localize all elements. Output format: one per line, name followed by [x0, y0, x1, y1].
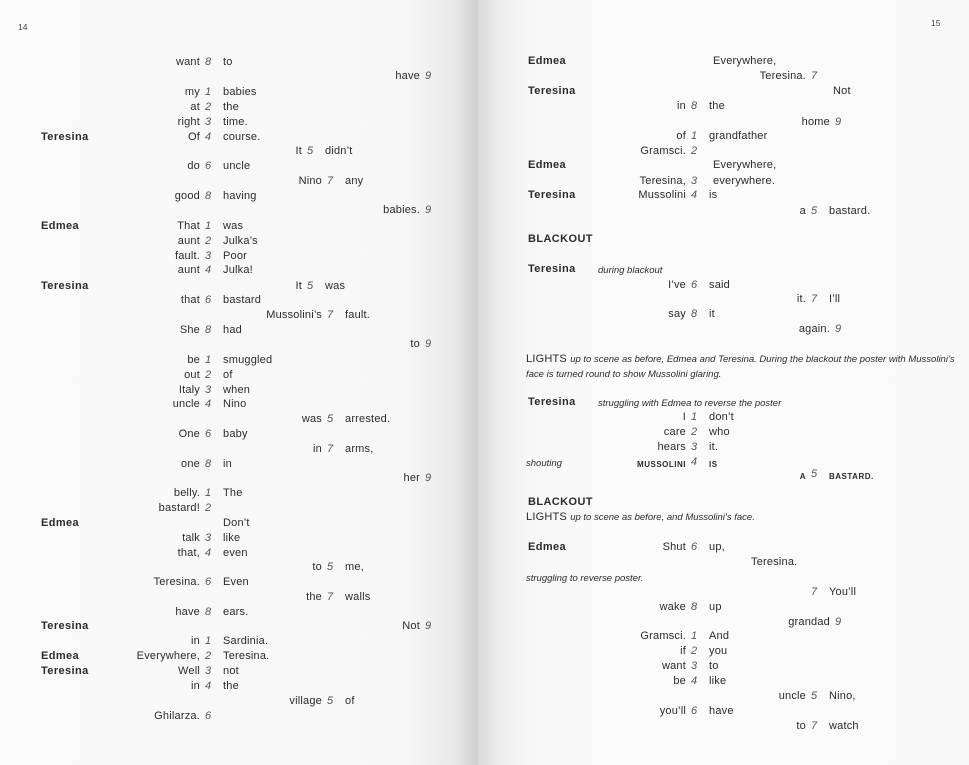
lights-direction	[526, 511, 755, 524]
line-numeral: 4	[205, 680, 212, 692]
line-word-right: Don’t	[223, 517, 250, 529]
line-numeral: 9	[835, 116, 842, 128]
line-word-right: The	[223, 487, 243, 499]
line-word-right: Even	[223, 576, 249, 588]
line-word-left: the	[306, 591, 322, 603]
line-word-left: babies.	[383, 204, 420, 216]
line-word-right: course.	[223, 131, 261, 143]
line-numeral: 4	[205, 398, 212, 410]
line-word-right: IS	[709, 460, 718, 469]
line-word-right: bastard.	[829, 205, 871, 217]
speaker-name: Teresina	[41, 131, 89, 143]
line-word-left: aunt	[177, 235, 200, 247]
line-numeral: 8	[205, 56, 212, 68]
line-numeral: 5	[307, 145, 314, 157]
line-word-right: when	[223, 384, 251, 396]
line-numeral: 4	[205, 264, 212, 276]
line-word-left: at	[190, 101, 200, 113]
line-word-right: ears.	[223, 606, 249, 618]
line-numeral: 3	[691, 175, 698, 187]
line-word-left: in	[677, 100, 686, 112]
line-word-left: in	[191, 680, 200, 692]
line-word-left: if	[680, 645, 686, 657]
speaker-name: Teresina	[528, 263, 576, 275]
line-numeral: 5	[811, 690, 818, 702]
line-word-left: of	[676, 130, 686, 142]
line-word-right: was	[223, 220, 244, 232]
page-number-right: 15	[931, 18, 941, 28]
line-word-right: up	[709, 601, 722, 613]
line-numeral: 2	[205, 235, 212, 247]
speaker-name: Edmea	[41, 220, 80, 232]
line-numeral: 7	[811, 586, 818, 598]
line-numeral: 1	[205, 354, 212, 366]
line-word-right: BASTARD.	[829, 472, 874, 481]
line-word-right: the	[223, 101, 239, 113]
speaker-name: Teresina	[41, 280, 89, 292]
line-word-left: it.	[796, 293, 806, 305]
line-word-left: was	[301, 413, 322, 425]
line-word-left: fault.	[174, 250, 200, 262]
line-word-right: Nino	[223, 398, 247, 410]
line-word-left: village	[289, 695, 322, 707]
line-numeral: 8	[205, 324, 212, 336]
line-word-right: Teresina.	[223, 650, 270, 662]
line-numeral: 2	[691, 145, 698, 157]
line-numeral: 3	[205, 116, 212, 128]
line-word-left: Mussolini’s	[266, 309, 322, 321]
line-numeral: 6	[205, 160, 212, 172]
line-numeral: 3	[205, 665, 212, 677]
right-page	[478, 0, 969, 765]
line-numeral: 5	[327, 695, 334, 707]
line-word-left: belly.	[173, 487, 200, 499]
line-word-right: everywhere.	[713, 175, 776, 187]
line-numeral: 6	[205, 428, 212, 440]
line-word-left: One	[178, 428, 200, 440]
line-word-right: time.	[223, 116, 248, 128]
line-numeral: 3	[205, 532, 212, 544]
line-numeral: 8	[691, 100, 698, 112]
line-word-left: Gramsci.	[640, 630, 686, 642]
line-word-left: want	[175, 56, 200, 68]
line-word-right: is	[709, 189, 718, 201]
line-word-left: Teresina.	[153, 576, 200, 588]
line-numeral: 1	[205, 86, 212, 98]
line-word-right: to	[709, 660, 719, 672]
line-numeral: 8	[205, 458, 212, 470]
line-word-left: to	[796, 720, 806, 732]
line-word-right: walls	[345, 591, 371, 603]
line-word-right: And	[709, 630, 730, 642]
line-word-left: Everywhere,	[136, 650, 200, 662]
line-word-right: of	[223, 369, 233, 381]
line-numeral: 1	[205, 220, 212, 232]
line-word-right: had	[223, 324, 242, 336]
line-word-left: have	[395, 70, 420, 82]
line-word-left: home	[801, 116, 830, 128]
line-word-right: I’ll	[829, 293, 841, 305]
line-word-right: who	[709, 426, 730, 438]
line-word-left: to	[410, 338, 420, 350]
line-numeral: 5	[327, 413, 334, 425]
line-word-right: up,	[709, 541, 725, 553]
line-word-right: you	[709, 645, 728, 657]
line-word-left: that	[180, 294, 200, 306]
line-word-right: me,	[345, 561, 364, 573]
line-word-right: arms,	[345, 443, 374, 455]
line-word-right: grandfather	[709, 130, 768, 142]
speaker-name: Teresina	[41, 665, 89, 677]
line-word-left: you’ll	[659, 705, 686, 717]
line-word-left: Mussolini	[638, 189, 686, 201]
line-numeral: 1	[205, 635, 212, 647]
line-word-right: didn’t	[325, 145, 353, 157]
line-word-right: it	[709, 308, 715, 320]
line-word-right: Sardinia.	[223, 635, 269, 647]
line-word-left: Not	[402, 620, 420, 632]
line-numeral: 9	[835, 616, 842, 628]
line-numeral: 3	[205, 250, 212, 262]
line-word-left: her	[403, 472, 420, 484]
line-word-left: Ghilarza.	[154, 710, 200, 722]
lights-text: up to scene as before, Edmea and Teresina. During the blackout the poster with Mussolini’s	[570, 354, 955, 365]
blackout-heading: BLACKOUT	[528, 233, 593, 245]
line-word-left: right	[177, 116, 200, 128]
line-word-right: watch	[829, 720, 859, 732]
line-word-left: have	[175, 606, 200, 618]
stage-direction: during blackout	[598, 265, 663, 276]
line-word-right: arrested.	[345, 413, 391, 425]
line-word-right: to	[223, 56, 233, 68]
line-word-left: aunt	[177, 264, 200, 276]
line-numeral: 8	[205, 606, 212, 618]
line-word-left: Shut	[662, 541, 686, 553]
blackout-heading: BLACKOUT	[528, 496, 593, 508]
line-word-left: Nino	[298, 175, 322, 187]
line-numeral: 5	[327, 561, 334, 573]
line-word-left: A	[799, 472, 806, 481]
line-numeral: 8	[205, 190, 212, 202]
line-numeral: 5	[811, 468, 818, 480]
line-word-right: even	[223, 547, 248, 559]
line-word-left: be	[673, 675, 686, 687]
lights-text-continued: face is turned round to show Mussolini glaring.	[526, 369, 722, 380]
line-numeral: 2	[205, 369, 212, 381]
lights-cue: LIGHTS	[526, 511, 571, 523]
lights-direction	[526, 353, 955, 366]
speaker-name: Edmea	[528, 55, 567, 67]
line-word-right: of	[345, 695, 355, 707]
line-word-right: in	[223, 458, 232, 470]
line-word-left: Teresina,	[639, 175, 686, 187]
line-word-left: care	[663, 426, 686, 438]
line-numeral: 7	[811, 720, 818, 732]
line-word-right: fault.	[345, 309, 371, 321]
line-word-left: talk	[182, 532, 200, 544]
line-numeral: 6	[691, 541, 698, 553]
line-numeral: 3	[691, 660, 698, 672]
line-word-left: grandad	[788, 616, 830, 628]
lights-text: up to scene as before, and Mussolini’s face.	[570, 512, 755, 523]
line-numeral: 4	[205, 131, 212, 143]
line-word-right: Julka!	[223, 264, 253, 276]
line-word-left: Of	[187, 131, 200, 143]
line-numeral: 7	[327, 309, 334, 321]
line-numeral: 5	[811, 205, 818, 217]
line-numeral: 6	[691, 279, 698, 291]
line-numeral: 4	[691, 456, 698, 468]
line-numeral: 6	[205, 294, 212, 306]
line-word-right: like	[709, 675, 727, 687]
line-word-left: Well	[178, 665, 200, 677]
line-word-right: not	[223, 665, 239, 677]
line-word-right: baby	[223, 428, 248, 440]
line-numeral: 1	[205, 487, 212, 499]
line-numeral: 9	[425, 620, 432, 632]
speaker-name: Edmea	[528, 159, 567, 171]
line-word-left: that,	[177, 547, 200, 559]
line-numeral: 6	[205, 576, 212, 588]
line-word-right: Everywhere,	[713, 159, 777, 171]
line-word-right: was	[325, 280, 346, 292]
line-numeral: 7	[811, 293, 818, 305]
line-word-left: say	[668, 308, 686, 320]
line-word-left: It	[295, 280, 302, 292]
line-word-left: in	[191, 635, 200, 647]
line-numeral: 3	[205, 384, 212, 396]
line-numeral: 1	[691, 630, 698, 642]
line-word-right: Poor	[223, 250, 248, 262]
stage-direction: shouting	[526, 458, 562, 469]
line-word-right: Everywhere,	[713, 55, 777, 67]
line-word-left: good	[174, 190, 200, 202]
line-numeral: 2	[205, 650, 212, 662]
line-word-left: hears	[657, 441, 686, 453]
line-word-left: That	[177, 220, 200, 232]
line-word-left: in	[313, 443, 322, 455]
line-word-left: Gramsci.	[640, 145, 686, 157]
line-numeral: 7	[327, 175, 334, 187]
stage-direction: struggling with Edmea to reverse the poster	[598, 398, 782, 409]
speaker-name: Teresina	[41, 620, 89, 632]
line-numeral: 2	[691, 426, 698, 438]
stage-direction: struggling to reverse poster.	[526, 573, 644, 584]
line-word-right: don’t	[709, 411, 734, 423]
line-numeral: 8	[691, 601, 698, 613]
line-word-left: I	[682, 411, 686, 423]
speaker-name: Edmea	[41, 650, 80, 662]
line-word-right: babies	[223, 86, 257, 98]
line-word-right: Not	[833, 85, 851, 97]
line-numeral: 9	[425, 70, 432, 82]
line-numeral: 4	[691, 189, 698, 201]
speaker-name: Edmea	[528, 541, 567, 553]
line-word-left: uncle	[172, 398, 200, 410]
line-numeral: 5	[307, 280, 314, 292]
speaker-name: Teresina	[528, 396, 576, 408]
line-numeral: 9	[425, 204, 432, 216]
line-numeral: 6	[205, 710, 212, 722]
line-word-left: one	[181, 458, 200, 470]
line-word-left: again.	[798, 323, 830, 335]
line-word-right: bastard	[223, 294, 262, 306]
speaker-name: Edmea	[41, 517, 80, 529]
line-word-right: You’ll	[829, 586, 857, 598]
speaker-name: Teresina	[528, 85, 576, 97]
line-word-right: the	[709, 100, 725, 112]
line-numeral: 9	[425, 472, 432, 484]
line-word-left: do	[187, 160, 200, 172]
line-word-right: having	[223, 190, 257, 202]
line-word-left: my	[184, 86, 200, 98]
line-word-right: the	[223, 680, 239, 692]
line-word-left: to	[312, 561, 322, 573]
line-numeral: 7	[327, 443, 334, 455]
line-numeral: 2	[205, 101, 212, 113]
line-numeral: 9	[835, 323, 842, 335]
line-numeral: 6	[691, 705, 698, 717]
line-word-left: MUSSOLINI	[637, 460, 686, 469]
line-word-left: a	[799, 205, 806, 217]
line-numeral: 2	[205, 502, 212, 514]
line-word-left: wake	[659, 601, 686, 613]
line-word-left: I’ve	[668, 279, 686, 291]
line-word-right: uncle	[223, 160, 251, 172]
page-number-left: 14	[18, 22, 28, 32]
line-word-left: Teresina.	[751, 556, 798, 568]
line-numeral: 2	[691, 645, 698, 657]
line-numeral: 7	[327, 591, 334, 603]
line-word-right: any	[345, 175, 364, 187]
line-word-left: want	[661, 660, 686, 672]
line-numeral: 4	[691, 675, 698, 687]
line-word-left: bastard!	[158, 502, 200, 514]
line-word-right: Julka’s	[223, 235, 258, 247]
line-word-left: Italy	[178, 384, 200, 396]
line-numeral: 7	[811, 70, 818, 82]
lights-cue: LIGHTS	[526, 353, 571, 365]
line-numeral: 1	[691, 411, 698, 423]
line-word-left: uncle	[778, 690, 806, 702]
line-numeral: 1	[691, 130, 698, 142]
line-numeral: 9	[425, 338, 432, 350]
line-word-right: have	[709, 705, 734, 717]
line-word-right: like	[223, 532, 241, 544]
line-numeral: 4	[205, 547, 212, 559]
line-numeral: 8	[691, 308, 698, 320]
line-numeral: 3	[691, 441, 698, 453]
line-word-left: She	[179, 324, 200, 336]
line-word-right: it.	[709, 441, 719, 453]
line-word-right: Nino,	[829, 690, 856, 702]
line-word-right: said	[709, 279, 730, 291]
line-word-left: out	[184, 369, 200, 381]
line-word-left: be	[187, 354, 200, 366]
left-page	[0, 0, 478, 765]
line-word-left: Teresina.	[759, 70, 806, 82]
speaker-name: Teresina	[528, 189, 576, 201]
line-word-left: It	[295, 145, 302, 157]
line-word-right: smuggled	[223, 354, 273, 366]
